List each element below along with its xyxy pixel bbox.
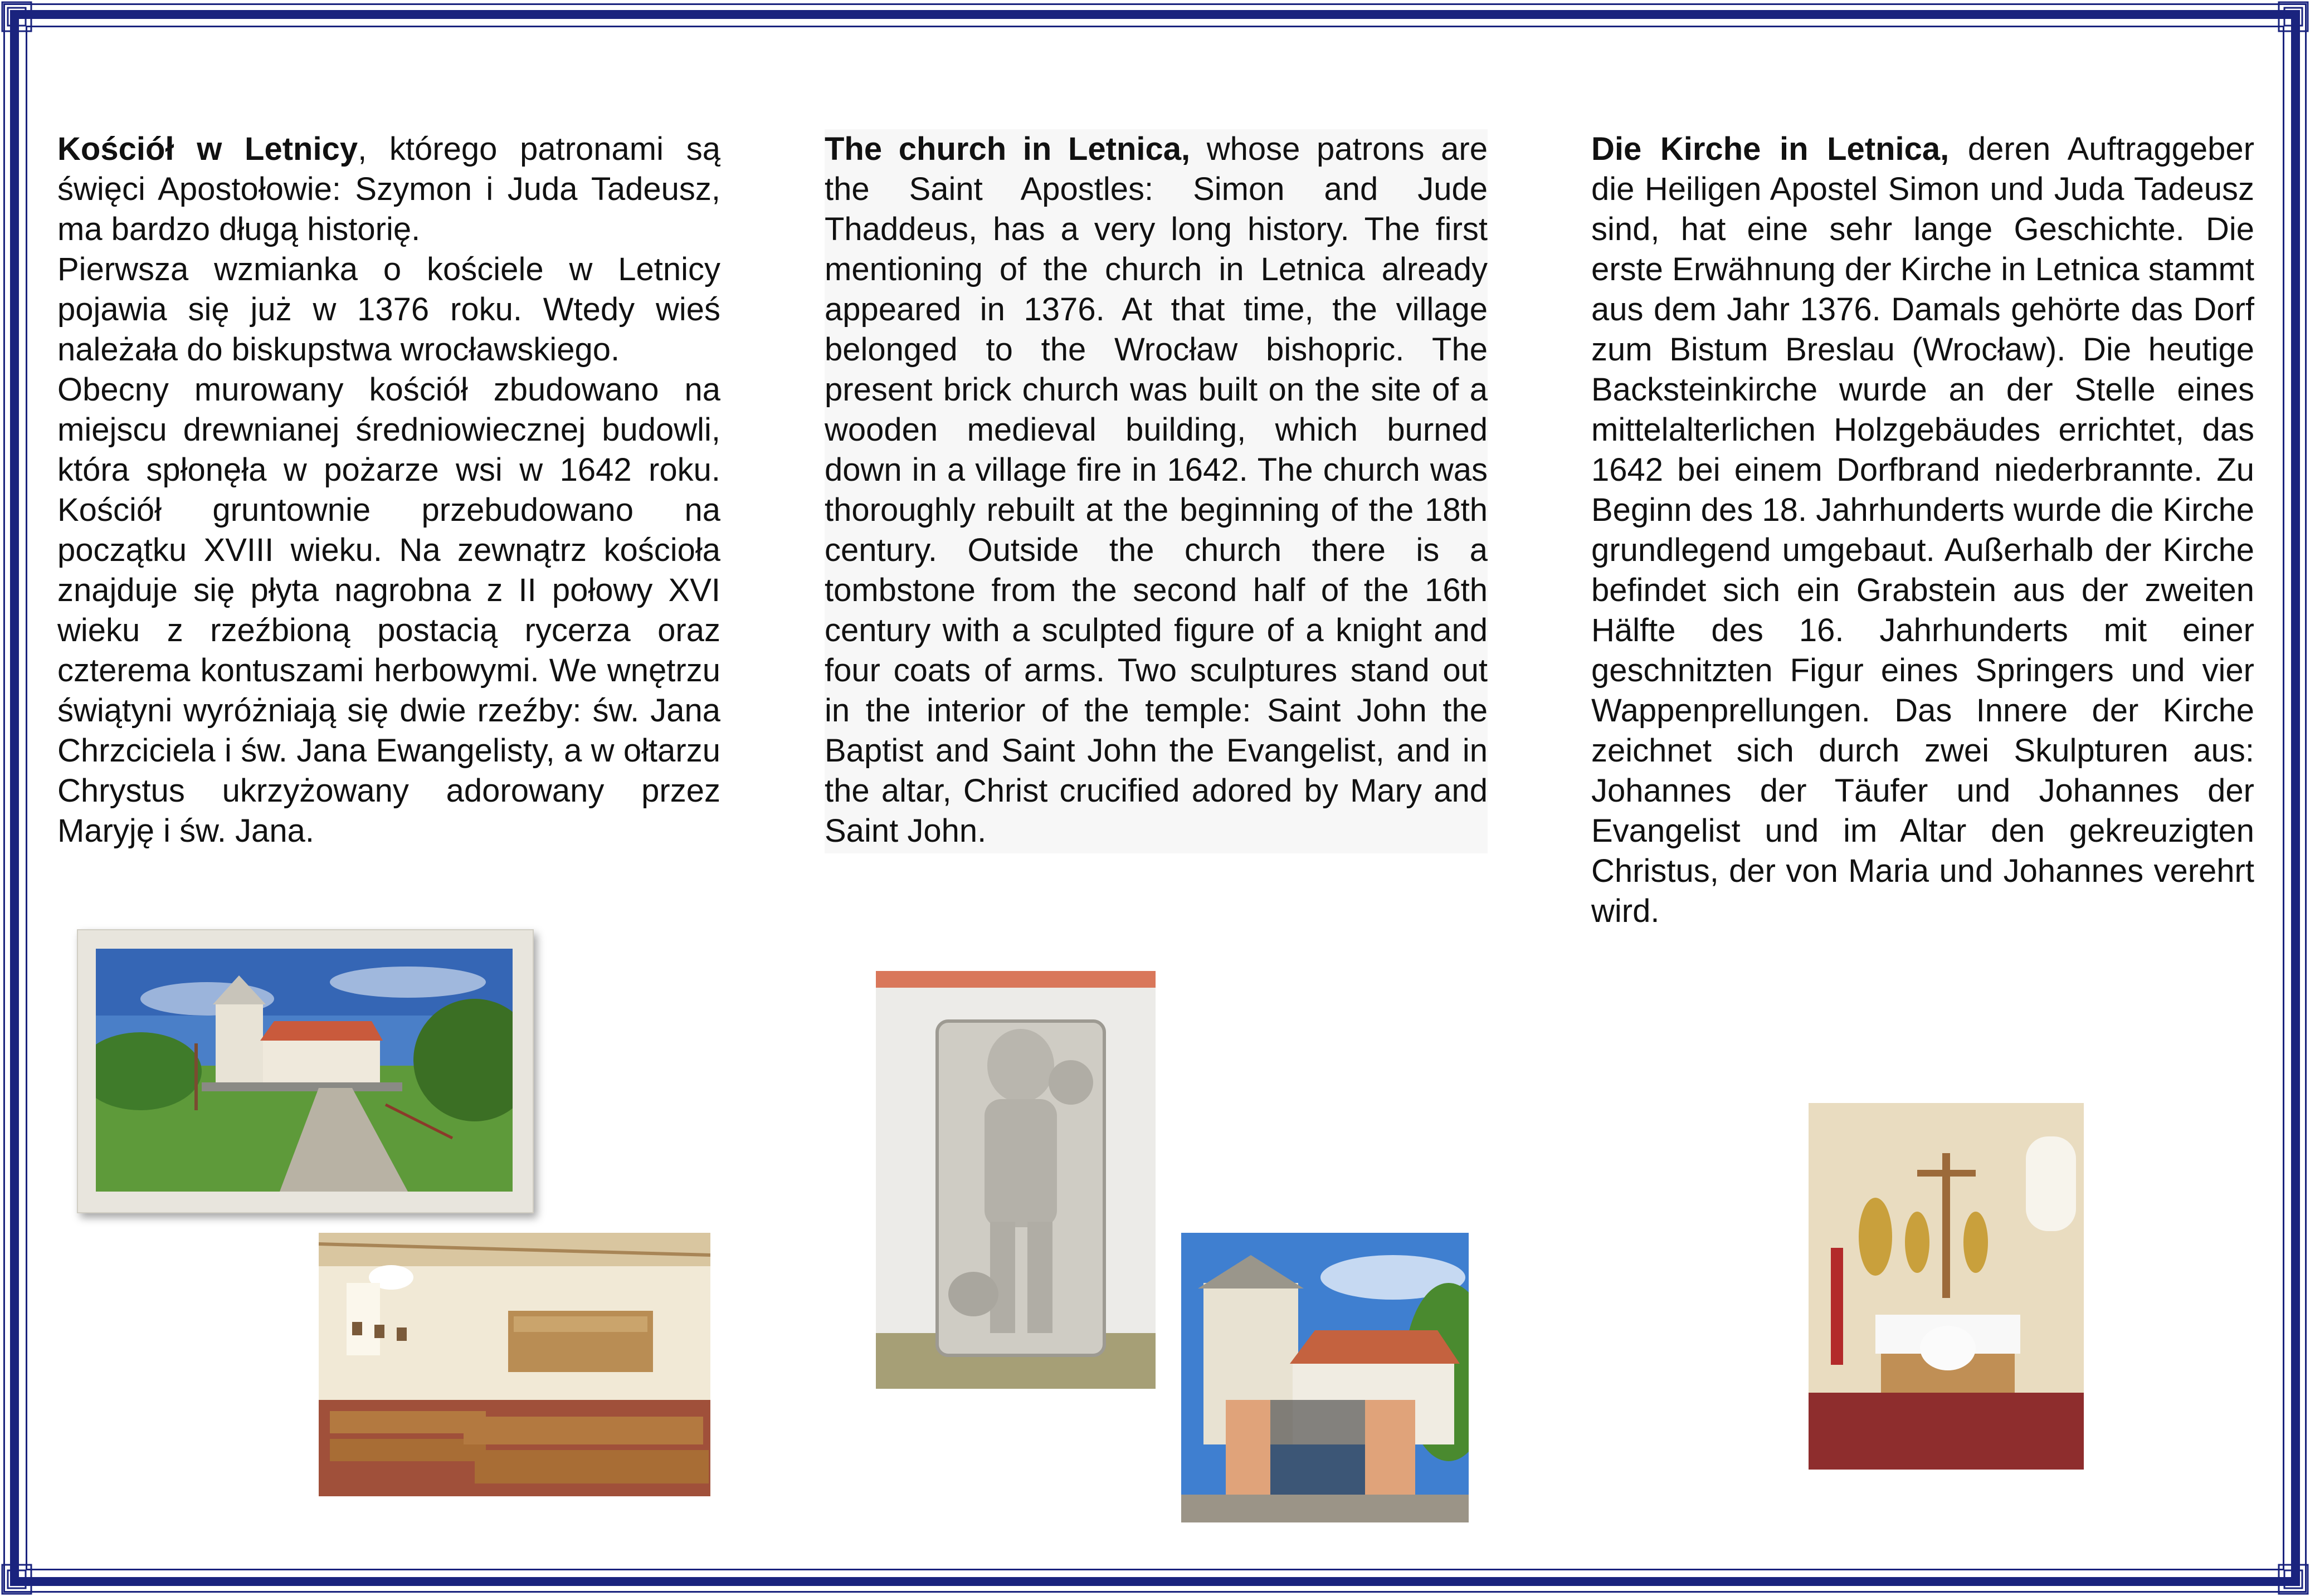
corner-ornament-top-right: [2277, 0, 2310, 33]
church-interior-photo: [319, 1233, 710, 1496]
german-title: Die Kirche in Letnica,: [1591, 131, 1950, 167]
polish-paragraph-3: Obecny murowany kościół zbudowano na miejscu drewnianej średniowiecznej budowli, która spłonęła w pożarze wsi w 1642 roku. Kościół gruntownie przebudowano na początku XVIII wieku. Na zewnątrz kościoła znajduje się płyta nagrobna z II połowy XVI wieku z rzeźbioną postacią rycerza oraz czterema kontuszami herbowymi. We wnętrzu świątyni wyróżniają się dwie rzeźby: św. Jana Chrzciciela i św. Jana Ewangelisty, a w ołtarzu Chrystus ukrzyżowany adorowany przez Maryję i św. Jana.: [57, 372, 720, 849]
english-text-column: [825, 129, 1488, 853]
english-paragraph: [825, 129, 1488, 851]
corner-ornament-bottom-right: [2277, 1563, 2310, 1596]
polish-paragraph-2: Pierwsza wzmianka o kościele w Letnicy pojawia się już w 1376 roku. Wtedy wieś należała do biskupstwa wrocławskiego.: [57, 251, 720, 368]
knight-tombstone-photo: [876, 971, 1156, 1389]
corner-ornament-bottom-left: [0, 1563, 33, 1596]
altar-photo: [1809, 1103, 2084, 1470]
german-text: deren Auftraggeber die Heiligen Apostel Simon und Juda Tadeusz sind, hat eine sehr lange Geschichte. Die erste Erwähnung der Kirche in Letnica stammt aus dem Jahr 1376. Damals gehörte das Dorf zum Bistum Breslau (Wrocław). Die heutige Backsteinkirche wurde an der Stelle eines mittelalterlichen Holzgebäudes errichtet, das 1642 bei einem Dorfbrand niederbrannte. Zu Beginn des 18. Jahrhunderts wurde die Kirche grundlegend umgebaut. Außerhalb der Kirche befindet sich ein Grabstein aus der zweiten Hälfte des 16. Jahrhunderts mit einer geschnitzten Figur eines Springers und vier Wappenprellungen. Das Innere der Kirche zeichnet sich durch zwei Skulpturen aus: Johannes der Täufer und Johannes der Evangelist und im Altar den gekreuzigten Christus, der von Maria und Johannes verehrt wird.: [1591, 131, 2255, 929]
church-gate-photo: [1181, 1233, 1469, 1522]
polish-intro-text: , którego patronami są święci Apostołowie: Szymon i Juda Tadeusz, ma bardzo długą historię.: [57, 131, 720, 247]
polish-text-column: [57, 129, 720, 851]
german-text-column: [1591, 129, 2254, 931]
corner-ornament-top-left: [0, 0, 33, 33]
polish-intro: [57, 129, 720, 250]
german-paragraph: [1591, 129, 2254, 931]
polish-title: Kościół w Letnicy: [57, 131, 358, 167]
english-title: The church in Letnica,: [825, 131, 1191, 167]
english-text: whose patrons are the Saint Apostles: Simon and Jude Thaddeus, has a very long history. The first mentioning of the church in Letnica already appeared in 1376. At that time, the village belonged to the Wrocław bishopric. The present brick church was built on the site of a wooden medieval building, which burned down in a village fire in 1642. The church was thoroughly rebuilt at the beginning of the 18th century. Outside the church there is a tombstone from the second half of the 16th century with a sculpted figure of a knight and four coats of arms. Two sculptures stand out in the interior of the temple: Saint John the Baptist and Saint John the Evangelist, and in the altar, Christ crucified adored by Mary and Saint John.: [825, 131, 1488, 849]
church-exterior-photo: [96, 949, 513, 1192]
